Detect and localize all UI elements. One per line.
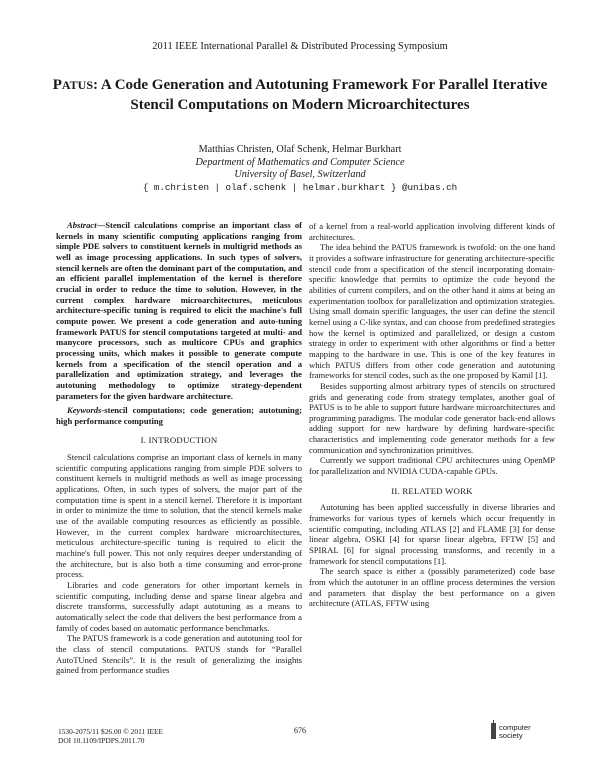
section-heading-introduction: I. INTRODUCTION — [140, 435, 218, 446]
abstract-text: —Stencil calculations comprise an important class of kernels in many scientific computing applications ranging from simple PDE solvers to constituent kernels in multigrid methods as well as image processing applications. In such types of solvers, stencil kernels are often the dominant part of the computation, and an efficient parallel implementation of the kernel is therefore crucial in order to reduce the time to solution. However, in the current complex hardware microarchitectures, meticulous architecture-specific tuning is required to elicit the machine's full compute power. We present a code generation and auto-tuning framework PATUS for stencil computations targeted at multi- and manycore processors, such as multicore CPUs and graphics processing units, which makes it possible to generate compute kernels from a specification of the stencil operation and a parallelization and optimization strategy, and leverages the autotuning methodology to optimize strategy-dependent parameters for the given hardware architecture. — [56, 220, 302, 401]
footer-doi: DOI 10.1109/IPDPS.2011.70 — [58, 736, 145, 745]
page-number: 676 — [294, 726, 306, 735]
intro-paragraph: Stencil calculations comprise an important class of kernels in many scientific computing applications ranging from simple PDE solvers to constituent kernels in multigrid methods as well as image processing applications. Often, in such types of solvers, the major part of the computation time is spent in a stencil kernel. Therefore it is important in order to minimize the time to solution, that the stencil kernels make use of the available computing resources as efficiently as possible. However, in the current complex hardware microarchitectures, meticulous architecture-specific tuning is required to elicit the machine's full power. This not only requires deeper understanding of the architecture, but is also both a time consuming and error-prone process. — [56, 452, 302, 580]
keywords-lead: Keywords — [67, 405, 102, 416]
computer-society-logo — [491, 719, 551, 745]
intro-paragraph: The PATUS framework is a code generation and autotuning tool for the class of stencil computations. PATUS stands for “Parallel AutoTUned Stencils”. It is the result of generalizing the insights gained from performance studies — [56, 633, 302, 676]
author-email: { m.christen | olaf.schenk | helmar.burkhart } @unibas.ch — [142, 181, 458, 193]
right-column — [309, 221, 555, 609]
logo-bar-icon — [491, 723, 496, 739]
author-university: University of Basel, Switzerland — [234, 169, 366, 180]
title-sc-rest: ATUS — [61, 78, 94, 92]
author-names: Matthias Christen, Olaf Schenk, Helmar Burkhart — [198, 144, 402, 155]
logo-line1: computer — [499, 723, 531, 732]
keywords — [56, 405, 302, 426]
body-paragraph: Currently we support traditional CPU architectures using OpenMP for parallelization and NVIDIA CUDA-capable GPUs. — [309, 455, 555, 477]
body-paragraph: of a kernel from a real-world application involving different kinds of architectures. — [309, 221, 555, 242]
author-block — [0, 144, 600, 194]
logo-text — [499, 724, 531, 739]
related-paragraph: The search space is either a (possibly parameterized) code base from which the autotuner in an offline process determines the version and parameters that display the best performance on a given architecture (ATLAS, FFTW using — [309, 566, 555, 609]
author-department: Department of Mathematics and Computer Science — [195, 156, 405, 168]
title-line2: Stencil Computations on Modern Microarchitectures — [130, 97, 470, 113]
related-paragraph: Autotuning has been applied successfully in diverse libraries and frameworks for various types of kernels which occur frequently in scientific computing, including ATLAS [2] and FLAME [3] for dense linear algebra, OSKI [4] for sparse linear algebra, FFTW [5] and SPIRAL [6] for signal processing transforms, and recently in a framework for stencil computations [1]. — [309, 502, 555, 566]
paper-title — [40, 75, 560, 115]
conference-header: 2011 IEEE International Parallel & Distributed Processing Symposium — [152, 41, 448, 52]
logo-line2: society — [499, 730, 523, 740]
body-paragraph: The idea behind the PATUS framework is twofold: on the one hand it provides a software infrastructure for generating architecture-specific stencil code from a specification of the stencil incorporating domain-specific knowledge that permits to optimize the code beyond the abilities of current compilers, and on the other hand it aims at being an experimentation toolbox for parallelization and optimization strategies. Using small domain specific languages, the user can define the stencil kernel using a C-like syntax, and can choose from predefined strategies how the kernel is optimized and parallelized, or design a custom strategy in order to experiment with other algorithms or find a better mapping to the hardware in use. This is one of the key features in which PATUS differs from other code generation and autotuning frameworks for stencil codes, such as the one proposed by Kamil [1]. — [309, 242, 555, 381]
footer-issn: 1530-2075/11 $26.00 © 2011 IEEE — [58, 727, 164, 736]
body-paragraph: Besides supporting almost arbitrary types of stencils on structured grids and generating code from strategy templates, another goal of PATUS is to be able to support future hardware microarchitectures and programming paradigms. The modular code generator back-end allows adding support for new hardware by defining hardware-specific characteristics and implementing code generator methods for a few communication and synchronization primitives. — [309, 380, 555, 455]
title-line1: : A Code Generation and Autotuning Framework For Parallel Iterative — [93, 77, 548, 93]
title-sc-first: P — [52, 77, 62, 93]
abstract — [56, 220, 302, 401]
keywords-text: -stencil computations; code generation; autotuning; high performance computing — [56, 405, 302, 426]
abstract-lead: Abstract — [67, 220, 97, 230]
intro-paragraph: Libraries and code generators for other important kernels in scientific computing, including dense and sparse linear algebra and discrete transforms, successfully adapt autotuning as a means to automatically select the code that delivers the best performance from a family of codes based on automatic performance benchmarks. — [56, 580, 302, 633]
left-column — [56, 220, 302, 676]
section-heading-related-work: II. RELATED WORK — [391, 485, 473, 496]
